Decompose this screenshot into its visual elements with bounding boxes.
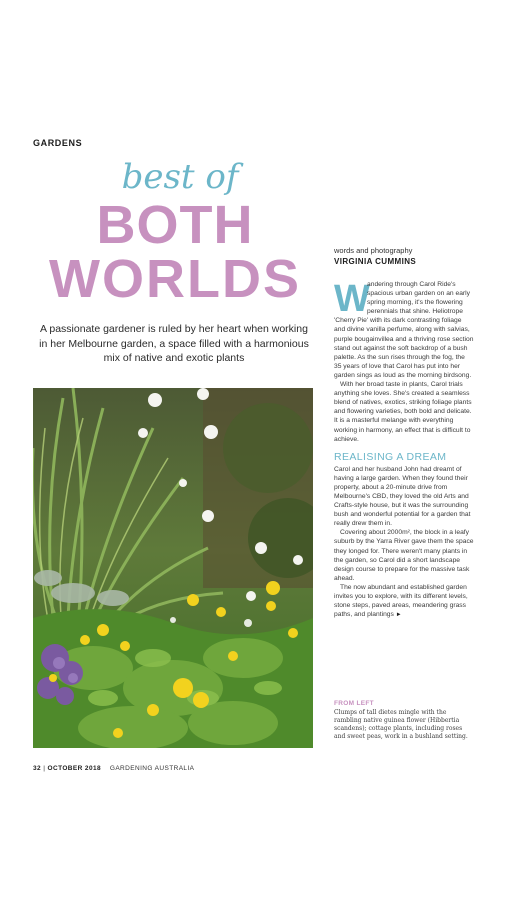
page-number: 32	[33, 765, 42, 772]
continue-arrow-icon: ►	[395, 612, 402, 619]
footer-spacer	[103, 765, 107, 772]
body-paragraph: Covering about 2000m², the block in a leafy suburb by the Yarra River gave them the space they longed for. There weren't many plants in the garden, so Carol did a short landscape design course to prepare for the massive task ahead.	[334, 529, 474, 582]
drop-cap: W	[334, 278, 370, 320]
byline-name: VIRGINIA CUMMINS	[334, 257, 417, 266]
page-footer	[33, 765, 194, 772]
byline-label: words and photography	[334, 246, 413, 255]
garden-photo	[33, 388, 313, 748]
body-paragraph: Carol and her husband John had dreamt of having a large garden. When they found their property, about a 20-minute drive from Melbourne's CBD, they loved the old Arts and Crafts-style house, but it was the surrounding bush and wonderful potential for a garden that really drew them in.	[334, 465, 471, 528]
garden-photo-illustration	[33, 388, 313, 748]
body-paragraph: With her broad taste in plants, Carol trials anything she loves. She's created a seamless blend of natives, exotics, striking foliage plants and flowering varieties, both bold and delicate. It is a masterful melange with everything working in harmony, an effect that is difficult to achieve.	[334, 381, 472, 443]
section-label: GARDENS	[33, 138, 83, 148]
footer-separator: |	[43, 765, 48, 772]
body-paragraph	[334, 583, 474, 620]
standfirst: A passionate gardener is ruled by her heart when working in her Melbourne garden, a space filled with a harmonious mix of native and exotic plants	[39, 323, 309, 365]
body-paragraph	[334, 280, 474, 380]
caption-heading: FROM LEFT	[334, 700, 374, 707]
issue-date: OCTOBER 2018	[47, 765, 101, 772]
body-paragraph-text: andering through Carol Ride's spacious urban garden on an early spring morning, it's the flowering perennials that shine. Heliotrope 'Cherry Pie' with its dark contrasting foliage and divine vanilla perfume, along with salvias, purple bougainvillea and a thriving rose section stand out against the soft backdrop of a bush palette. As the sun rises through the fog, the 35 years of love that Carol has put into her garden sings as loud as the morning birdsong.	[334, 281, 474, 379]
headline-line-1: BOTH	[96, 195, 254, 255]
body-paragraph-text: The now abundant and established garden invites you to explore, with its different levels, stone steps, paved areas, meandering grass paths, and plantings	[334, 583, 468, 619]
photo-caption	[334, 700, 474, 741]
caption-text: Clumps of tall dietes mingle with the rambling native guinea flower (Hibbertia scandens); cottage plants, including roses and sweet peas, work in a bushland setting.	[334, 709, 468, 740]
headline-line-2: WORLDS	[49, 249, 301, 309]
subheading: REALISING A DREAM	[334, 450, 447, 463]
headline-kicker: best of	[121, 157, 239, 197]
article-body	[334, 280, 474, 620]
magazine-name: GARDENING AUSTRALIA	[109, 765, 195, 772]
